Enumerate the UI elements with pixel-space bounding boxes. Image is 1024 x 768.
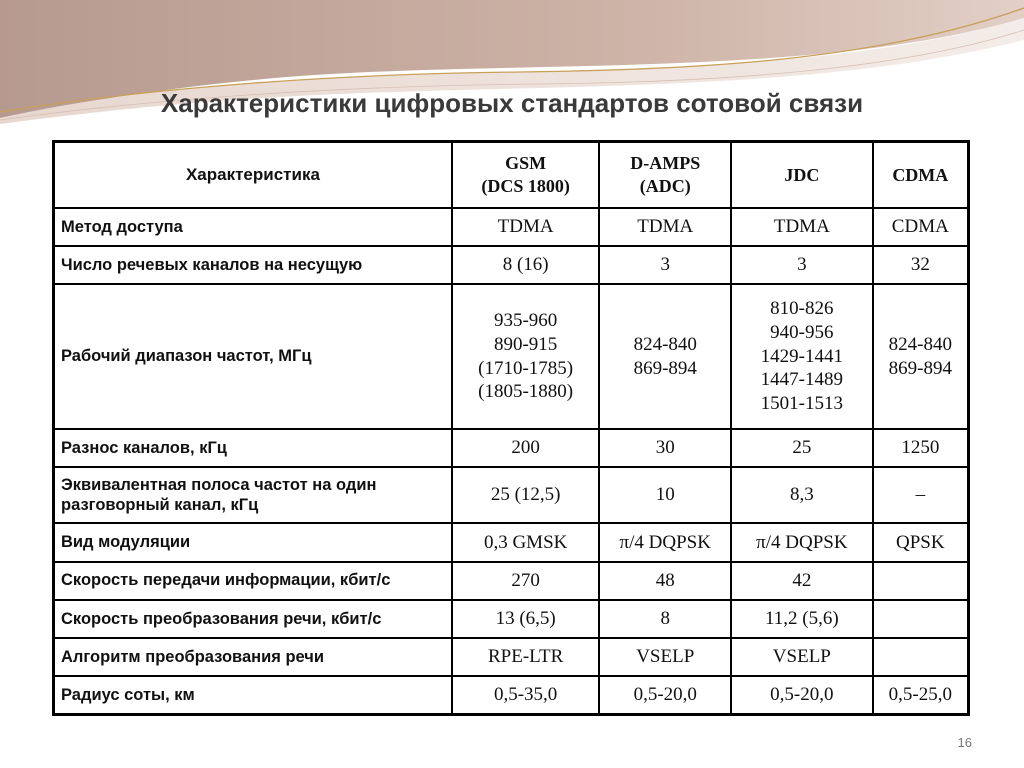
cell-line: 935-960: [493, 310, 558, 332]
cell-line: (ADC): [639, 175, 691, 196]
cell-line: 0,5-20,0: [633, 684, 697, 706]
cell-line: 1429-1441: [760, 345, 843, 367]
table-cell: [873, 523, 969, 561]
cell-line: 940-956: [770, 321, 834, 343]
cell-line: D-AMPS: [630, 153, 701, 174]
table-cell: [452, 246, 600, 284]
cell-line: 200: [511, 437, 540, 459]
cell-line: 869-894: [888, 357, 952, 379]
table-cell: [731, 429, 873, 467]
table-cell: [599, 429, 731, 467]
table-cell: [873, 467, 969, 523]
cell-line: TDMA: [773, 216, 830, 238]
cell-line: QPSK: [896, 531, 945, 553]
cell-line: 1447-1489: [760, 369, 843, 391]
row-label: Разнос каналов, кГц: [54, 429, 452, 467]
cell-line: 32: [910, 254, 930, 276]
table-cell: [452, 676, 600, 714]
table-cell: [873, 284, 969, 429]
cell-line: 890-915: [493, 333, 558, 355]
cell-line: CDMA: [892, 164, 949, 185]
table-cell: [873, 638, 969, 676]
table-row: [54, 208, 969, 246]
cell-line: 824-840: [633, 333, 697, 355]
table-cell: [873, 208, 969, 246]
cell-line: 824-840: [888, 333, 952, 355]
cell-line: π/4 DQPSK: [619, 531, 711, 553]
table-cell: [452, 523, 600, 561]
table-row: [54, 467, 969, 523]
cell-line: GSM: [505, 153, 547, 174]
table-cell: [599, 467, 731, 523]
cell-line: 13 (6,5): [495, 608, 556, 630]
cell-line: (1710-1785): [478, 357, 574, 379]
table-cell: [873, 246, 969, 284]
header-cdma: [873, 142, 969, 208]
cell-line: RPE-LTR: [487, 646, 564, 668]
table-cell: [599, 284, 731, 429]
table-row: [54, 429, 969, 467]
row-label: Число речевых каналов на несущую: [54, 246, 452, 284]
cell-line: CDMA: [891, 216, 949, 238]
table-cell: [452, 284, 600, 429]
header-jdc: [731, 142, 873, 208]
table-row: [54, 284, 969, 429]
table-row: [54, 562, 969, 600]
cell-line: 0,5-35,0: [493, 684, 558, 706]
table-cell: [599, 676, 731, 714]
table-cell: [731, 246, 873, 284]
table-cell: [452, 638, 600, 676]
cell-line: 8: [660, 608, 670, 630]
table-cell: [873, 600, 969, 638]
table-cell: [599, 208, 731, 246]
cell-line: 3: [660, 254, 670, 276]
cell-line: 810-826: [770, 298, 834, 320]
cell-line: 42: [792, 569, 812, 591]
cell-line: 25 (12,5): [490, 484, 561, 506]
table-row: [54, 676, 969, 714]
table-cell: [731, 676, 873, 714]
cell-line: 0,3 GMSK: [483, 531, 568, 553]
cell-line: Характеристика: [185, 165, 320, 185]
row-label: Скорость преобразования речи, кбит/с: [54, 600, 452, 638]
cell-line: 10: [655, 484, 675, 506]
table-cell: [452, 562, 600, 600]
slide-title: Характеристики цифровых стандартов сотовой связи: [160, 88, 864, 118]
cell-line: 1501-1513: [760, 393, 843, 415]
cell-line: (1805-1880): [478, 381, 574, 403]
cell-line: 8,3: [789, 484, 814, 506]
standards-comparison-table: [52, 140, 970, 716]
cell-line: JDC: [784, 164, 820, 185]
table-cell: [452, 208, 600, 246]
cell-line: 0,5-20,0: [770, 684, 834, 706]
cell-line: 25: [792, 437, 812, 459]
table-cell: [873, 676, 969, 714]
row-label: Метод доступа: [54, 208, 452, 246]
row-label: Эквивалентная полоса частот на один разговорный канал, кГц: [54, 467, 452, 523]
cell-line: 270: [511, 569, 540, 591]
cell-line: 3: [797, 254, 807, 276]
cell-line: 1250: [901, 437, 940, 459]
table-cell: [599, 523, 731, 561]
table-cell: [599, 600, 731, 638]
cell-line: TDMA: [637, 216, 694, 238]
table-cell: [731, 600, 873, 638]
row-label: Рабочий диапазон частот, МГц: [54, 284, 452, 429]
row-label: Радиус соты, км: [54, 676, 452, 714]
table-cell: [599, 246, 731, 284]
cell-line: 11,2 (5,6): [764, 608, 839, 630]
table-cell: [731, 467, 873, 523]
table-cell: [731, 523, 873, 561]
cell-line: –: [915, 484, 926, 506]
cell-line: π/4 DQPSK: [756, 531, 848, 553]
table-cell: [731, 284, 873, 429]
table-cell: [599, 638, 731, 676]
cell-line: 0,5-25,0: [888, 684, 952, 706]
table-cell: [731, 208, 873, 246]
row-label: Вид модуляции: [54, 523, 452, 561]
page-number: 16: [957, 735, 972, 750]
table-row: [54, 246, 969, 284]
cell-line: TDMA: [497, 216, 554, 238]
header-gsm: [452, 142, 600, 208]
table-cell: [452, 600, 600, 638]
table-cell: [873, 562, 969, 600]
table-cell: [731, 638, 873, 676]
cell-line: 48: [655, 569, 675, 591]
header-d-amps: [599, 142, 731, 208]
cell-line: 30: [655, 437, 675, 459]
table-cell: [599, 562, 731, 600]
cell-line: VSELP: [772, 646, 831, 668]
row-label: Скорость передачи информации, кбит/с: [54, 562, 452, 600]
table-row: [54, 523, 969, 561]
row-label: Алгоритм преобразования речи: [54, 638, 452, 676]
header-characteristic: [54, 142, 452, 208]
cell-line: 869-894: [633, 357, 697, 379]
table-cell: [731, 562, 873, 600]
cell-line: (DCS 1800): [481, 175, 570, 196]
table-header-row: [54, 142, 969, 208]
cell-line: 8 (16): [502, 254, 549, 276]
table-cell: [452, 429, 600, 467]
cell-line: VSELP: [636, 646, 695, 668]
table-row: [54, 600, 969, 638]
table-cell: [452, 467, 600, 523]
table-row: [54, 638, 969, 676]
table-cell: [873, 429, 969, 467]
